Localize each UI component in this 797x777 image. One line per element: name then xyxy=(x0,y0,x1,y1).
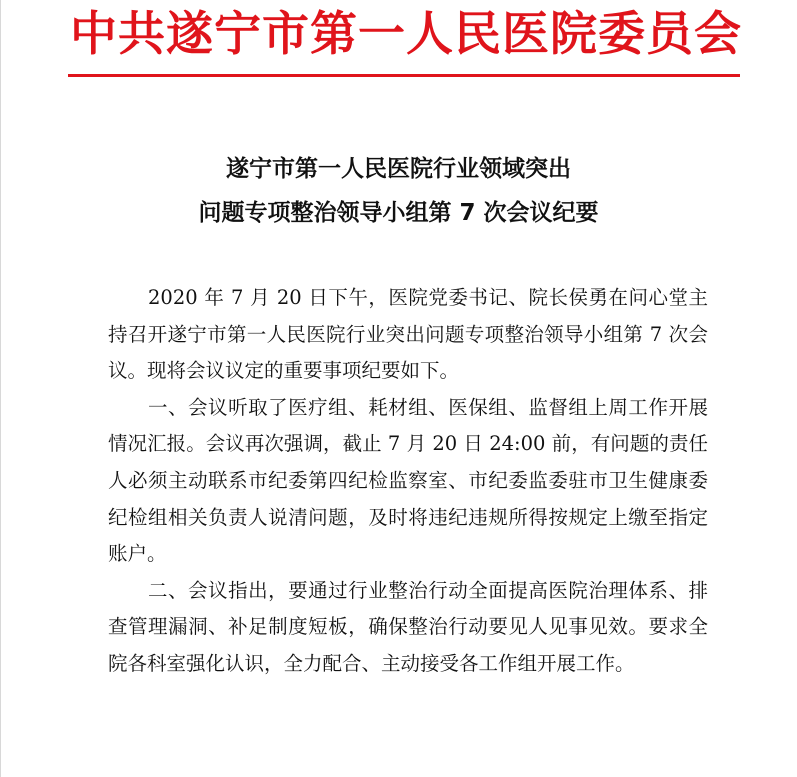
page-edge xyxy=(0,0,1,777)
paragraph-item-1: 一、会议听取了医疗组、耗材组、医保组、监督组上周工作开展情况汇报。会议再次强调，截止 7 月 20 日 24:00 前，有问题的责任人必须主动联系市纪委第四纪检监察室、市纪委监委驻市卫生健康委纪检组相关负责人说清问题，及时将违纪违规所得按规定上缴至指定账户。 xyxy=(108,395,708,566)
document-title-line-2: 问题专项整治领导小组第 7 次会议纪要 xyxy=(198,200,599,226)
paragraph-intro: 2020 年 7 月 20 日下午，医院党委书记、院长侯勇在问心堂主持召开遂宁市第一人民医院行业突出问题专项整治领导小组第 7 次会议。现将会议议定的重要事项纪要如下。 xyxy=(108,286,708,383)
letterhead-red-rule xyxy=(68,74,740,77)
document-title xyxy=(0,147,797,235)
document-title-line-1: 遂宁市第一人民医院行业领域突出 xyxy=(226,156,571,182)
paragraph-item-2: 二、会议指出，要通过行业整治行动全面提高医院治理体系、排查管理漏洞、补足制度短板，确保整治行动要见人见事见效。要求全院各科室强化认识，全力配合、主动接受各工作组开展工作。 xyxy=(108,578,708,675)
document-body xyxy=(108,280,708,683)
letterhead-title: 中共遂宁市第一人民医院委员会 xyxy=(70,7,742,62)
